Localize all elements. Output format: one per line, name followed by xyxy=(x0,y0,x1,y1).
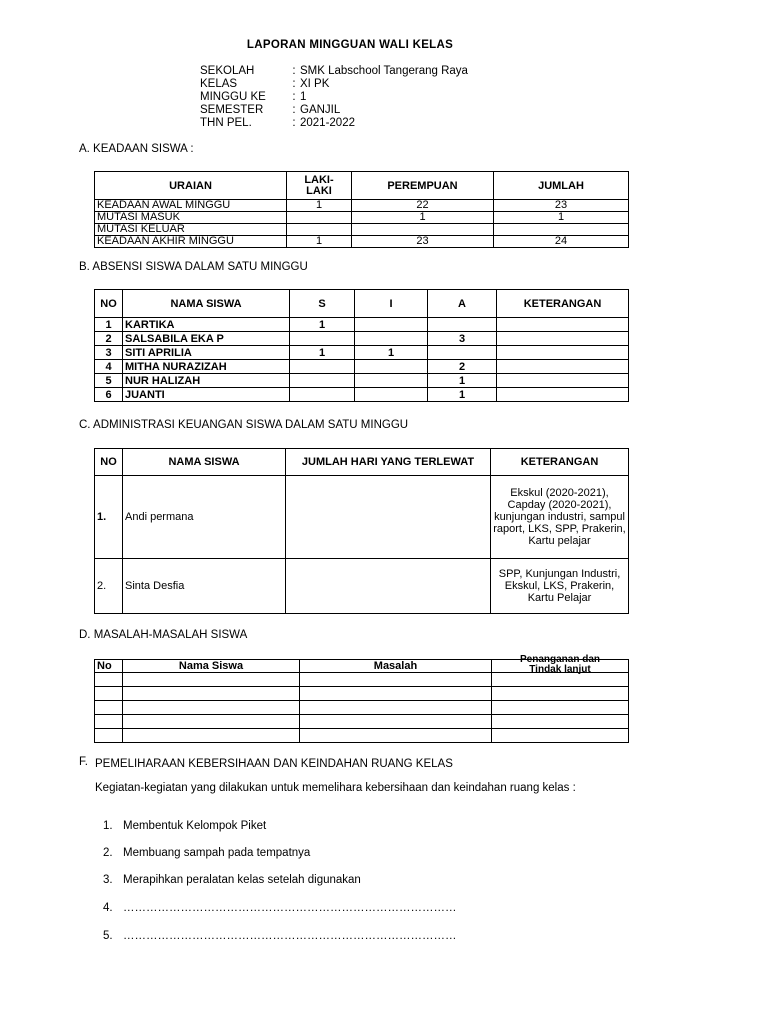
cell xyxy=(300,701,492,715)
cell: 3 xyxy=(428,332,497,346)
cell xyxy=(123,715,300,729)
cell: 3 xyxy=(95,346,123,360)
list-number: 2. xyxy=(103,847,113,859)
list-text: …………………………………………………………………………… xyxy=(123,930,457,942)
cell xyxy=(287,212,352,224)
cell xyxy=(497,332,629,346)
cell xyxy=(428,346,497,360)
info-colon: : xyxy=(292,104,296,116)
section-f-heading: PEMELIHARAAN KEBERSIHAAN DAN KEINDAHAN RUANG KELAS xyxy=(95,758,453,770)
info-row-semester xyxy=(200,104,468,117)
cell xyxy=(497,388,629,402)
cell: 1 xyxy=(428,388,497,402)
cell: 2. xyxy=(95,559,123,614)
cell xyxy=(286,476,491,559)
cell: 22 xyxy=(352,200,494,212)
header-uraian: URAIAN xyxy=(95,172,287,200)
info-label: SEKOLAH xyxy=(200,65,255,77)
cell: NUR HALIZAH xyxy=(123,374,290,388)
cell: Ekskul (2020-2021), Capday (2020-2021), kunjungan industri, sampul raport, LKS, SPP, Prakerin, Kartu pelajar xyxy=(491,476,629,559)
cell: 5 xyxy=(95,374,123,388)
info-row-class xyxy=(200,78,468,91)
cell xyxy=(300,729,492,743)
cell xyxy=(290,332,355,346)
info-label: MINGGU KE xyxy=(200,91,266,103)
table-row xyxy=(95,200,629,212)
cell xyxy=(290,388,355,402)
cell: 1 xyxy=(290,346,355,360)
table-row xyxy=(95,212,629,224)
list-item xyxy=(103,874,361,886)
cell xyxy=(428,318,497,332)
table-row xyxy=(95,318,629,332)
section-b-heading: B. ABSENSI SISWA DALAM SATU MINGGU xyxy=(79,261,308,273)
header-sick: S xyxy=(290,290,355,318)
cell xyxy=(95,673,123,687)
cell xyxy=(352,224,494,236)
cell xyxy=(123,673,300,687)
header-handling-text: Penanganan dan Tindak lanjut xyxy=(519,654,600,675)
cell xyxy=(494,224,629,236)
table-row xyxy=(95,687,629,701)
table-row xyxy=(95,715,629,729)
section-c-heading: C. ADMINISTRASI KEUANGAN SISWA DALAM SATU MINGGU xyxy=(79,419,409,431)
info-colon: : xyxy=(292,65,296,77)
cell xyxy=(95,729,123,743)
cell xyxy=(300,687,492,701)
header-notes: KETERANGAN xyxy=(497,290,629,318)
cell xyxy=(355,374,428,388)
cell: 2 xyxy=(428,360,497,374)
cell xyxy=(497,374,629,388)
cell: 1 xyxy=(355,346,428,360)
header-male: LAKI- LAKI xyxy=(287,172,352,200)
cell xyxy=(286,559,491,614)
info-colon: : xyxy=(292,91,296,103)
table-row xyxy=(95,559,629,614)
list-text: …………………………………………………………………………… xyxy=(123,902,457,914)
cell: 1 xyxy=(290,318,355,332)
table-row xyxy=(95,360,629,374)
cell: 23 xyxy=(494,200,629,212)
list-item xyxy=(103,820,266,832)
header-no: No xyxy=(95,660,123,673)
cell xyxy=(95,715,123,729)
list-item xyxy=(103,902,457,914)
list-text: Membentuk Kelompok Piket xyxy=(123,820,267,832)
cell: 1 xyxy=(287,200,352,212)
cell xyxy=(300,673,492,687)
cell: KARTIKA xyxy=(123,318,290,332)
cell xyxy=(300,715,492,729)
cell: SALSABILA EKA P xyxy=(123,332,290,346)
list-number: 3. xyxy=(103,874,113,886)
list-item xyxy=(103,847,310,859)
cell: 1. xyxy=(95,476,123,559)
cell xyxy=(492,715,629,729)
cell xyxy=(95,687,123,701)
cell: 1 xyxy=(287,236,352,248)
list-number: 5. xyxy=(103,930,113,942)
info-label: KELAS xyxy=(200,78,238,90)
info-value: 2021-2022 xyxy=(300,117,355,129)
cell: 23 xyxy=(352,236,494,248)
header-notes: KETERANGAN xyxy=(491,449,629,476)
table-row xyxy=(95,374,629,388)
cell xyxy=(355,332,428,346)
attendance-table xyxy=(94,289,629,402)
cell xyxy=(123,729,300,743)
table-row xyxy=(95,729,629,743)
cell xyxy=(355,318,428,332)
cell: KEADAAN AWAL MINGGU xyxy=(95,200,287,212)
cell: MUTASI MASUK xyxy=(95,212,287,224)
cell xyxy=(290,360,355,374)
cell xyxy=(497,318,629,332)
table-row xyxy=(95,236,629,248)
table-row xyxy=(95,346,629,360)
cell xyxy=(497,346,629,360)
header-problem: Masalah xyxy=(300,660,492,673)
cell: MITHA NURAZIZAH xyxy=(123,360,290,374)
info-row-week xyxy=(200,91,468,104)
cell xyxy=(290,374,355,388)
info-value: XI PK xyxy=(300,78,330,90)
cell: MUTASI KELUAR xyxy=(95,224,287,236)
cell: 1 xyxy=(95,318,123,332)
cell: SPP, Kunjungan Industri, Ekskul, LKS, Prakerin, Kartu Pelajar xyxy=(491,559,629,614)
school-info xyxy=(200,65,468,130)
list-text: Membuang sampah pada tempatnya xyxy=(123,847,311,859)
cell xyxy=(492,687,629,701)
table-row xyxy=(95,388,629,402)
cell: 24 xyxy=(494,236,629,248)
section-f-intro: Kegiatan-kegiatan yang dilakukan untuk memelihara kebersihaan dan keindahan ruang kelas : xyxy=(95,782,576,794)
section-f-letter: F. xyxy=(79,756,88,768)
report-title: LAPORAN MINGGUAN WALI KELAS xyxy=(246,39,454,51)
cell: KEADAAN AKHIR MINGGU xyxy=(95,236,287,248)
cell: 4 xyxy=(95,360,123,374)
cell: 1 xyxy=(494,212,629,224)
header-permit: I xyxy=(355,290,428,318)
cell: 1 xyxy=(428,374,497,388)
header-days: JUMLAH HARI YANG TERLEWAT xyxy=(286,449,491,476)
header-name: NAMA SISWA xyxy=(123,449,286,476)
cell: SITI APRILIA xyxy=(123,346,290,360)
table-row xyxy=(95,224,629,236)
header-name: NAMA SISWA xyxy=(123,290,290,318)
info-colon: : xyxy=(292,117,296,129)
cell xyxy=(355,360,428,374)
table-row xyxy=(95,332,629,346)
cell: 2 xyxy=(95,332,123,346)
info-value: 1 xyxy=(300,91,307,103)
header-handling xyxy=(492,654,629,675)
info-label: SEMESTER xyxy=(200,104,264,116)
list-number: 4. xyxy=(103,902,113,914)
info-row-year xyxy=(200,117,468,130)
header-no: NO xyxy=(95,290,123,318)
list-item xyxy=(103,930,457,942)
table-row xyxy=(95,701,629,715)
info-row-school xyxy=(200,65,468,78)
table-row xyxy=(95,476,629,559)
header-total: JUMLAH xyxy=(494,172,629,200)
cell xyxy=(95,701,123,715)
header-no: NO xyxy=(95,449,123,476)
info-value: GANJIL xyxy=(300,104,341,116)
info-colon: : xyxy=(292,78,296,90)
cell xyxy=(355,388,428,402)
info-label: THN PEL. xyxy=(200,117,252,129)
section-d-heading: D. MASALAH-MASALAH SISWA xyxy=(79,629,248,641)
cell: 6 xyxy=(95,388,123,402)
cell xyxy=(287,224,352,236)
cell xyxy=(492,701,629,715)
info-value: SMK Labschool Tangerang Raya xyxy=(300,65,468,77)
cell: JUANTI xyxy=(123,388,290,402)
list-number: 1. xyxy=(103,820,113,832)
cell xyxy=(123,687,300,701)
cell: Andi permana xyxy=(123,476,286,559)
cell: Sinta Desfia xyxy=(123,559,286,614)
cell xyxy=(123,701,300,715)
header-female: PEREMPUAN xyxy=(352,172,494,200)
problems-table xyxy=(94,654,629,743)
finance-table xyxy=(94,448,629,614)
list-text: Merapihkan peralatan kelas setelah digunakan xyxy=(123,874,361,886)
section-a-heading: A. KEADAAN SISWA : xyxy=(79,143,194,155)
header-name: Nama Siswa xyxy=(123,660,300,673)
cell xyxy=(497,360,629,374)
header-absent: A xyxy=(428,290,497,318)
student-status-table xyxy=(94,171,629,248)
cell: 1 xyxy=(352,212,494,224)
cell xyxy=(492,729,629,743)
